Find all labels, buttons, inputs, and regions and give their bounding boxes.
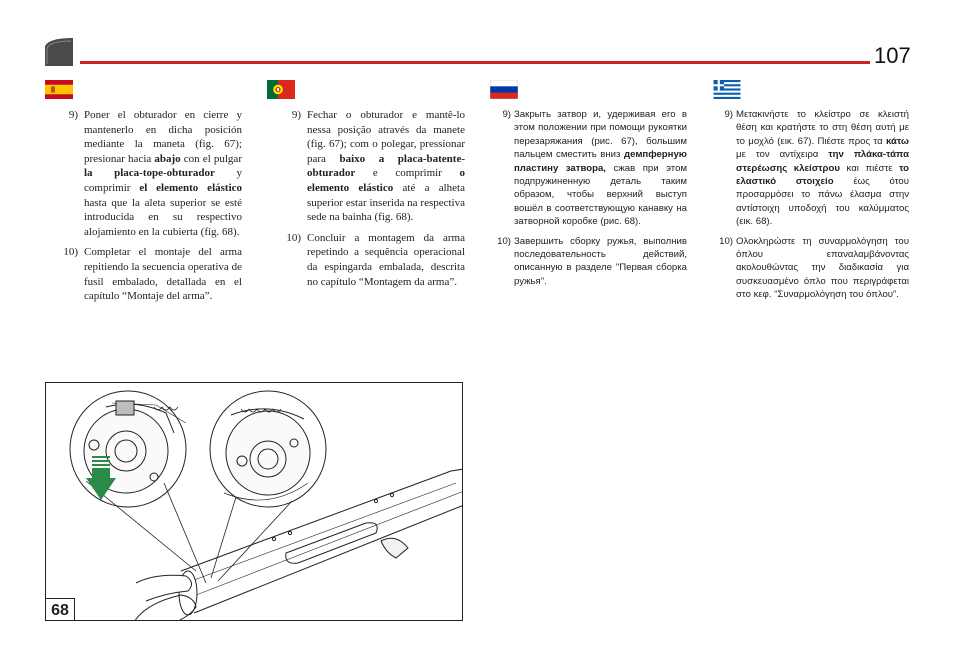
instruction-10: 10) Concluir a montagem da arma repetindo a sequência operacional da espingarda embalada, descrita no capítulo “Montagem da arma”. — [286, 231, 465, 288]
header-rule — [80, 61, 870, 64]
column-portuguese — [285, 108, 465, 295]
column-greek — [714, 108, 909, 308]
instruction-9: 9) Fechar o obturador e mantê-lo nessa posição através da manete (fig. 67); com o polegar, pressionar para baixo a placa-batente-obturador e comprimir o elemento elástico até a alheta superior estar inserida na respectiva sede na bainha (fig. 68). — [291, 109, 465, 224]
column-spanish — [62, 108, 242, 310]
bolt-assembly-illustration — [46, 383, 463, 621]
greece-flag-icon — [713, 80, 741, 99]
instruction-10: 10) Завершить сборку ружья, выполнив последовательность действий, описанную в разделе "Первая сборка ружья". — [497, 235, 687, 287]
instruction-10: 10) Completar el montaje del arma repitiendo la secuencia operativa de fusil embalado, detallada en el capítulo “Montaje del arma”. — [63, 246, 242, 303]
section-tab-icon — [45, 38, 73, 66]
page-number: 107 — [874, 43, 911, 68]
column-russian — [492, 108, 687, 294]
figure-68 — [45, 382, 463, 621]
spain-flag-icon — [45, 80, 73, 99]
instruction-9: 9) Poner el obturador en cierre y mantenerlo en dicha posición mediante la maneta (fig. 67); presionar hacia abajo con el pulgar la placa-tope-obturador y comprimir el elemento elástico hasta que la aleta superior se esté introducida en su respectivo alojamiento en la cubierta (fig. 68). — [68, 109, 243, 238]
instruction-9: 9) Μετακινήστε το κλείστρο σε κλειστή θέση και κρατήστε το στη θέση αυτή με το μοχλό (εικ. 67). Πιέστε προς τα κάτω με τον αντίχειρα την πλάκα-τάπα στερέωσης κλείστρου και πιέστε το ελαστικό στοιχείο έως ότου προσαρμόσει το πάνω έλασμα στην αντίστοιχη υποδοχή του καλύμματος (εικ. 68). — [724, 109, 909, 228]
instruction-10: 10) Ολοκληρώστε τη συναρμολόγηση του όπλου επαναλαμβάνοντας ακολουθώντας την διαδικασία για συσκευασμένο όπλο που περιγράφεται στο κεφ. “Συναρμολόγηση του όπλου”. — [719, 235, 909, 301]
instruction-9: 9) Закрыть затвор и, удерживая его в этом положении при помощи рукоятки перезаряжания (рис. 67), большим пальцем сместить вниз демпферную пластину затвора, сжав при этом подпружиненную деталь таким образом, чтобы верхний выступ вошёл в соответствующую канавку на затворной коробке (рис. 68). — [502, 109, 688, 228]
russia-flag-icon — [490, 80, 518, 99]
figure-number-label: 68 — [45, 598, 75, 621]
portugal-flag-icon — [267, 80, 295, 99]
